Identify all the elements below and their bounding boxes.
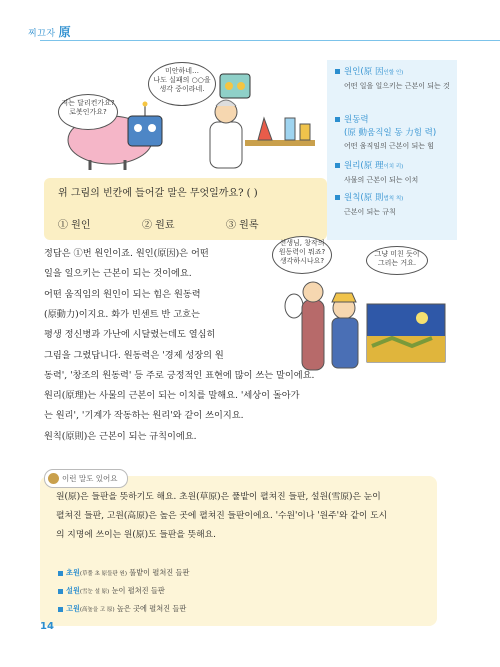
painter-speech-bubble: 그냥 미친 듯이 그리는 거요. bbox=[366, 246, 428, 275]
vocab-item-wonchik: 원칙(原 則법칙 칙) 근본이 되는 규칙 bbox=[335, 192, 453, 218]
bullet-icon bbox=[58, 571, 63, 576]
body-line-7: 동력', '창조의 원동력' 등 주로 긍정적인 표현에 많이 쓰는 말이에요. bbox=[44, 370, 315, 381]
vocab-item-wondongryeok: 원동력 (原 動움직일 동 力힘 력) 어떤 움직임의 근본이 되는 힘 bbox=[335, 114, 453, 152]
bullet-icon bbox=[335, 117, 340, 122]
chapter-hanja: 原 bbox=[58, 25, 72, 39]
woman-speech-bubble: 선생님, 창작의 원동력이 뭐죠? 생각하시나요? bbox=[272, 236, 332, 274]
page-number: 14 bbox=[40, 621, 54, 632]
vocabulary-sidebar bbox=[327, 60, 457, 240]
bullet-icon bbox=[335, 163, 340, 168]
example-gowon: 고원(高높을 고 原) 높은 곳에 펼쳐진 들판 bbox=[58, 604, 186, 614]
lightbulb-icon bbox=[48, 473, 59, 484]
para-line-3: 의 지명에 쓰이는 원(原)도 들판을 뜻해요. bbox=[56, 530, 216, 540]
quiz-question: 위 그림의 빈칸에 들어갈 말은 무엇일까요? ( ) bbox=[58, 188, 258, 199]
body-line-6: 그림을 그렸답니다. 원동력은 '경제 성장의 원 bbox=[44, 350, 224, 361]
vocab-item-wonin: 원인(原 因인할 인) 어떤 일을 일으키는 근본이 되는 것 bbox=[335, 66, 453, 92]
robot-scientist-illustration bbox=[40, 60, 320, 180]
para-line-2: 펼쳐진 들판, 고원(高原)은 높은 곳에 펼쳐진 들판이에요. '수원'이나 '원주'와 같이 도시 bbox=[56, 511, 388, 521]
body-line-1: 정답은 ①번 원인이죠. 원인(原因)은 어떤 bbox=[44, 248, 209, 259]
body-line-2: 일을 일으키는 근본이 되는 것이에요. bbox=[44, 268, 192, 279]
quiz-option-1: ① 원인 bbox=[58, 220, 91, 231]
robot-speech-bubble: 저는 달리컨가요? 로봇인가요? bbox=[58, 94, 118, 130]
body-line-9: 는 원리', '기계가 작동하는 원리'와 같이 쓰이지요. bbox=[44, 410, 244, 421]
quiz-option-3: ③ 원록 bbox=[226, 220, 259, 231]
body-line-10: 원칙(原則)은 근본이 되는 규칙이에요. bbox=[44, 431, 197, 442]
chapter-header bbox=[28, 23, 71, 40]
bullet-icon bbox=[58, 589, 63, 594]
quiz-option-2: ② 원료 bbox=[142, 220, 175, 231]
painter-illustration bbox=[272, 236, 457, 436]
body-line-3: 어떤 움직임의 원인이 되는 힘은 원동력 bbox=[44, 289, 201, 300]
chapter-label: 찌끄자 bbox=[28, 29, 56, 39]
bullet-icon bbox=[335, 195, 340, 200]
vocab-item-wonri: 원리(原 理이치 리) 사물의 근본이 되는 이치 bbox=[335, 160, 453, 186]
header-rule bbox=[40, 40, 500, 41]
bullet-icon bbox=[58, 607, 63, 612]
bullet-icon bbox=[335, 69, 340, 74]
scientist-speech-bubble: 미안하네… 나도 실패의 ○○을 생각 중이라네. bbox=[148, 62, 216, 106]
example-seolwon: 설원(雪눈 설 原) 눈이 펼쳐진 들판 bbox=[58, 586, 165, 596]
extra-words-box bbox=[40, 476, 437, 626]
extra-words-tag: 이런 말도 있어요 bbox=[44, 469, 128, 488]
body-line-8: 원리(原理)는 사물의 근본이 되는 이치를 말해요. '세상이 돌아가 bbox=[44, 390, 300, 401]
quiz-box bbox=[44, 178, 327, 240]
example-choweon: 초원(草풀 초 原들판 원) 풀밭이 펼쳐진 들판 bbox=[58, 568, 189, 578]
para-line-1: 원(原)은 들판을 뜻하기도 해요. 초원(草原)은 풀밭이 펼쳐진 들판, 설원(雪原)은 눈이 bbox=[56, 492, 381, 502]
extra-words-paragraph bbox=[56, 488, 426, 545]
body-line-5: 평생 정신병과 가난에 시달렸는데도 열심히 bbox=[44, 329, 216, 340]
body-line-4: (原動力)이지요. 화가 빈센트 반 고흐는 bbox=[44, 309, 200, 320]
